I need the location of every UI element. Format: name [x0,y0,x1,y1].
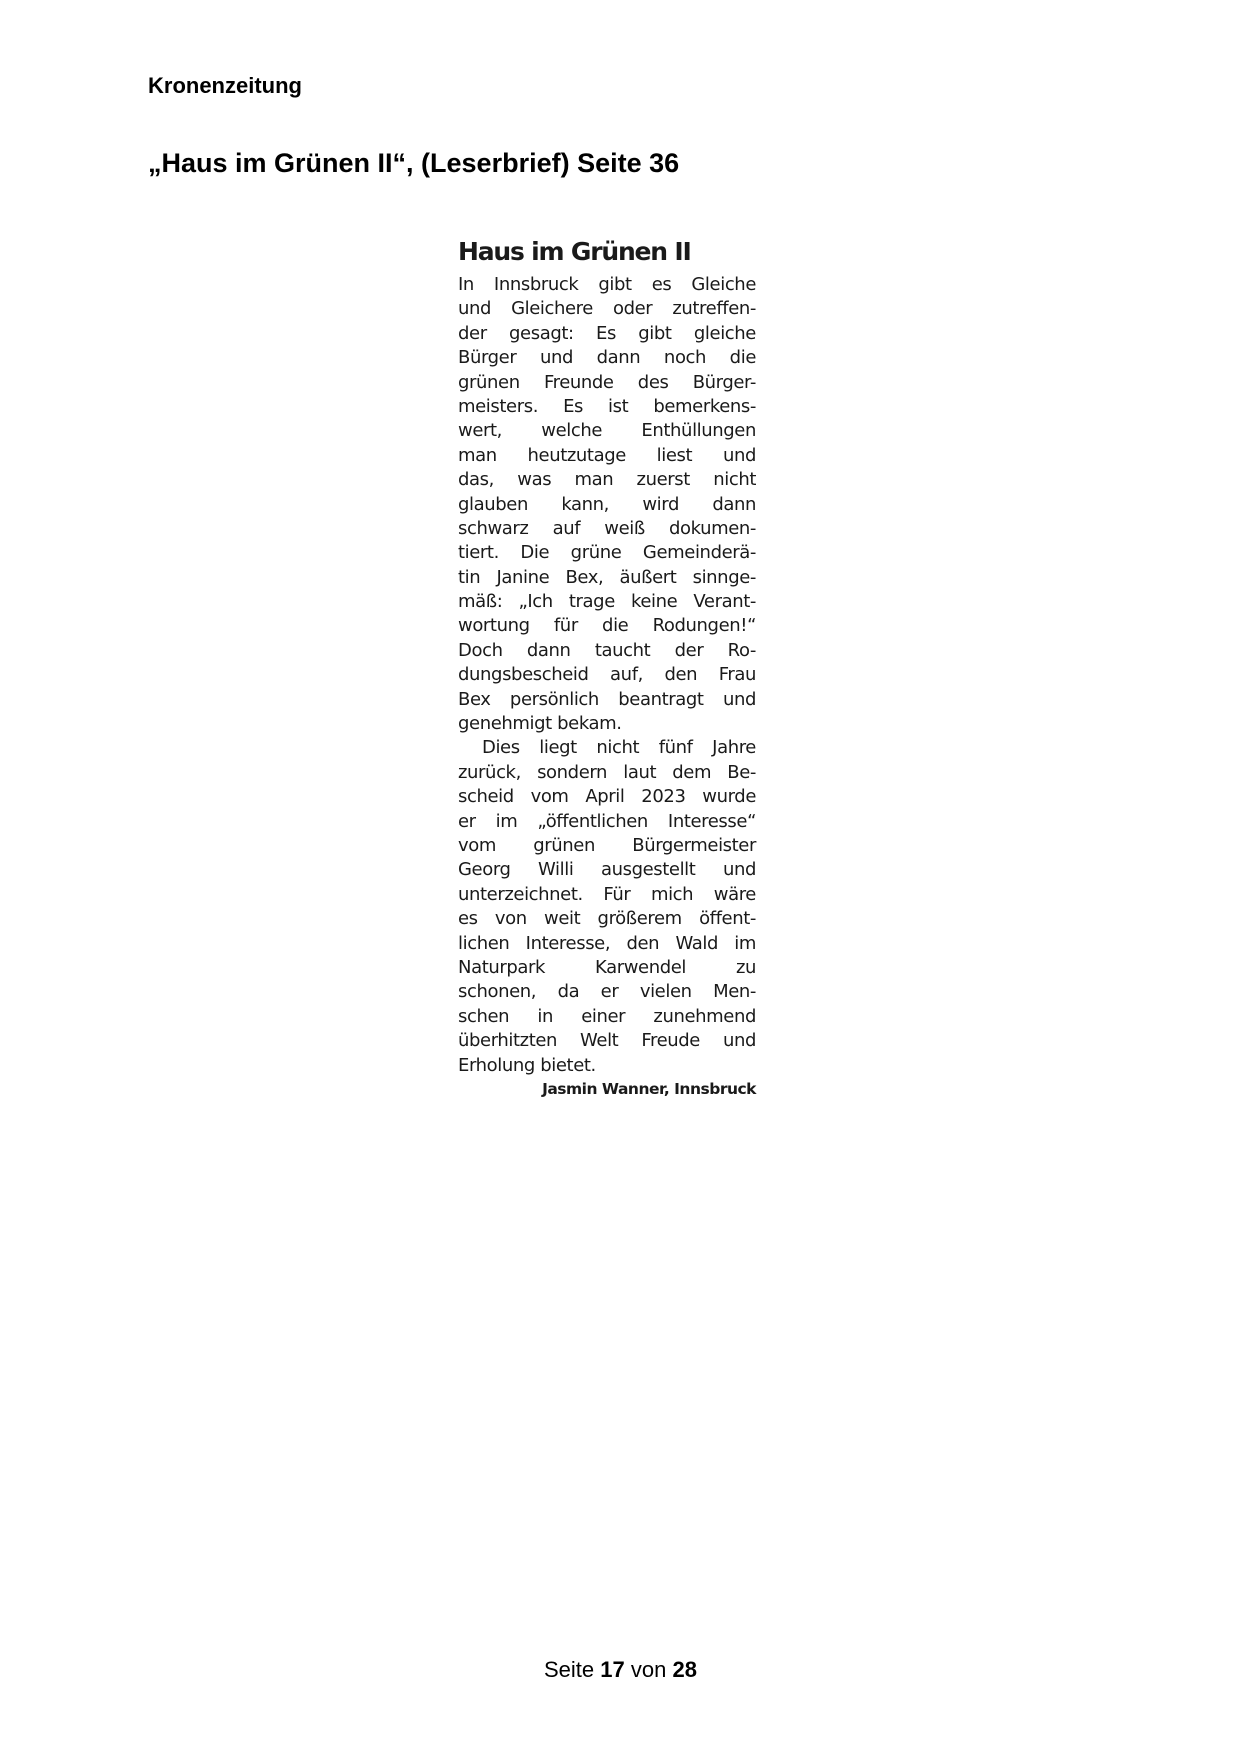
body-line: Bürger und dann noch die [458,347,756,369]
page-label: Seite [544,1657,595,1682]
total-page-count: 28 [672,1657,697,1682]
body-line: In Innsbruck gibt es Gleiche [458,274,756,295]
body-line: schwarz auf weiß dokumen- [458,517,756,539]
body-line: grünen Freunde des Bürger- [458,371,756,393]
body-line: Dies liegt nicht fünf Jahre [482,737,756,759]
body-line: scheid vom April 2023 wurde [458,786,756,808]
source-publication: Kronenzeitung [148,73,302,98]
body-line: schonen, da er vielen Men- [458,981,756,1003]
body-line: zurück, sondern laut dem Be- [458,761,756,783]
body-line: Doch dann taucht der Ro- [458,639,756,661]
body-line: überhitzten Welt Freude und [458,1030,756,1052]
paragraph-1 [458,273,756,736]
paragraph-2 [458,736,756,1077]
clipping-title: „Haus im Grünen II“, (Leserbrief) Seite 36 [148,148,680,178]
body-line: tiert. Die grüne Gemeinderä- [458,542,756,564]
body-line: mäß: „Ich trage keine Verant- [458,591,756,613]
newspaper-clipping [458,234,756,1100]
body-line: wortung für die Rodungen!“ [458,615,756,637]
body-line: der gesagt: Es gibt gleiche [458,322,756,344]
clipping-headline: Haus im Grünen II [458,237,691,266]
body-line: und Gleichere oder zutreffen- [458,298,756,320]
body-line: genehmigt bekam. [458,713,622,735]
current-page-number: 17 [600,1657,625,1682]
body-line: vom grünen Bürgermeister [458,834,756,856]
body-line: unterzeichnet. Für mich wäre [458,883,756,905]
page-footer [0,1656,1241,1684]
body-line: schen in einer zunehmend [458,1005,756,1027]
body-line: es von weit größerem öffent- [458,908,756,930]
body-line: dungsbescheid auf, den Frau [458,664,756,686]
body-line: glauben kann, wird dann [458,493,756,515]
body-line: wert, welche Enthüllungen [458,420,756,442]
body-line: Georg Willi ausgestellt und [458,859,756,881]
body-line: Bex persönlich beantragt und [458,688,756,710]
letter-body [458,273,756,1078]
page-separator: von [630,1657,667,1682]
body-line: meisters. Es ist bemerkens- [458,395,756,417]
body-line: Erholung bietet. [458,1054,596,1076]
body-line: das, was man zuerst nicht [458,469,756,491]
body-line: lichen Interesse, den Wald im [458,932,756,954]
body-line: tin Janine Bex, äußert sinnge- [458,566,756,588]
body-line: man heutzutage liest und [458,444,756,466]
body-line: Naturpark Karwendel zu [458,956,756,978]
letter-author: Jasmin Wanner, Innsbruck [542,1079,756,1098]
body-line: er im „öffentlichen Interesse“ [458,810,756,832]
